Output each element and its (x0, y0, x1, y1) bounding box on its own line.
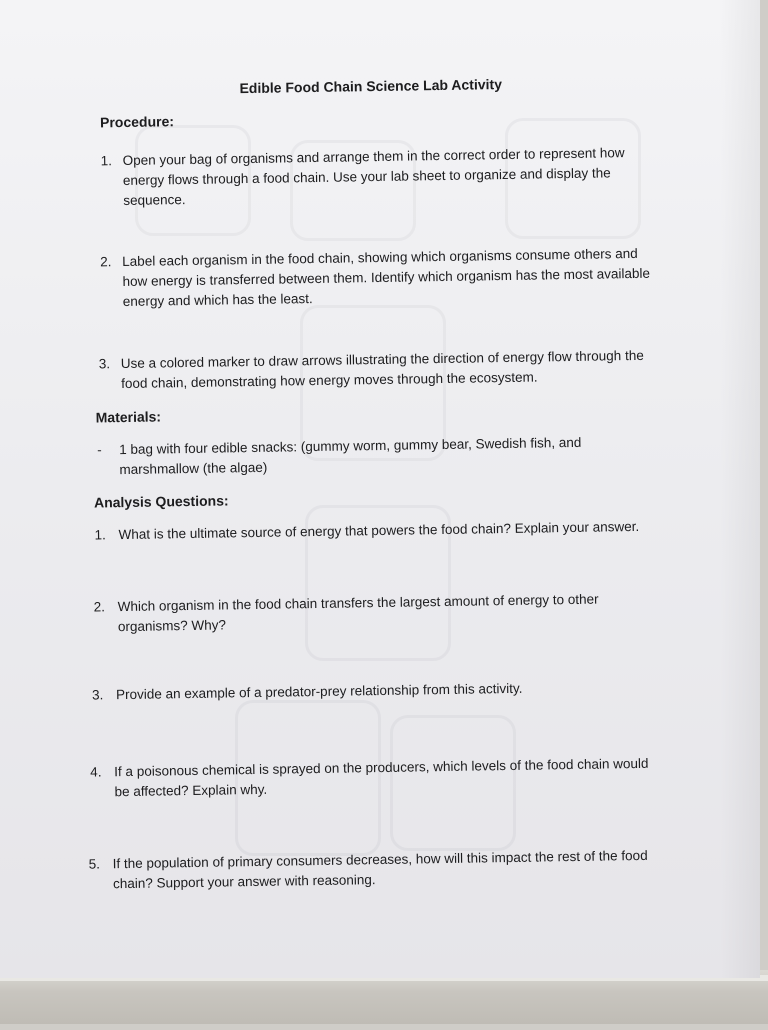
question-text: If a poisonous chemical is sprayed on the producers, which levels of the food chain would be affected? Explain why. (114, 755, 649, 800)
question-number: 2. (93, 599, 106, 615)
question-number: 5. (88, 856, 101, 872)
bullet: - (97, 442, 102, 458)
procedure-step (100, 244, 663, 312)
question-text: Which organism in the food chain transfers the largest amount of energy to other organisms? Why? (117, 591, 599, 635)
question-text: What is the ultimate source of energy that powers the food chain? Explain your answer. (118, 518, 640, 543)
analysis-question (88, 845, 679, 894)
analysis-question (90, 754, 665, 803)
question-number: 4. (90, 764, 102, 780)
step-number: 2. (100, 254, 112, 270)
analysis-heading: Analysis Questions: (93, 492, 229, 511)
question-text: Provide an example of a predator-prey relationship from this activity. (115, 680, 523, 703)
step-text: Label each organism in the food chain, showing which organisms consume others and how energy is transferred between them. Identify which organism has the most available energy and which has the least. (122, 245, 651, 310)
procedure-heading: Procedure: (99, 113, 175, 131)
step-text: Open your bag of organisms and arrange them in the correct order to represent how energy flows through a food chain. Use your lab sheet to organize and display the sequence. (122, 145, 625, 208)
materials-item (97, 432, 620, 480)
page-title: Edible Food Chain Science Lab Activity (239, 76, 503, 97)
materials-text: 1 bag with four edible snacks: (gummy worm, gummy bear, Swedish fish, and marshmallow (the algae) (119, 434, 582, 478)
procedure-step (98, 345, 667, 394)
step-number: 3. (98, 356, 111, 372)
step-number: 1. (100, 153, 113, 169)
analysis-question (91, 677, 656, 705)
question-text: If the population of primary consumers decreases, how will this impact the rest of the food chain? Support your answer with reasoning. (112, 847, 648, 892)
question-number: 1. (94, 527, 106, 543)
analysis-question (93, 589, 638, 637)
procedure-step (100, 143, 633, 211)
materials-heading: Materials: (95, 408, 162, 426)
question-number: 3. (91, 687, 104, 703)
analysis-question (94, 516, 688, 545)
step-text: Use a colored marker to draw arrows illustrating the direction of energy flow through the food chain, demonstrating how energy moves through the ecosystem. (120, 347, 644, 392)
